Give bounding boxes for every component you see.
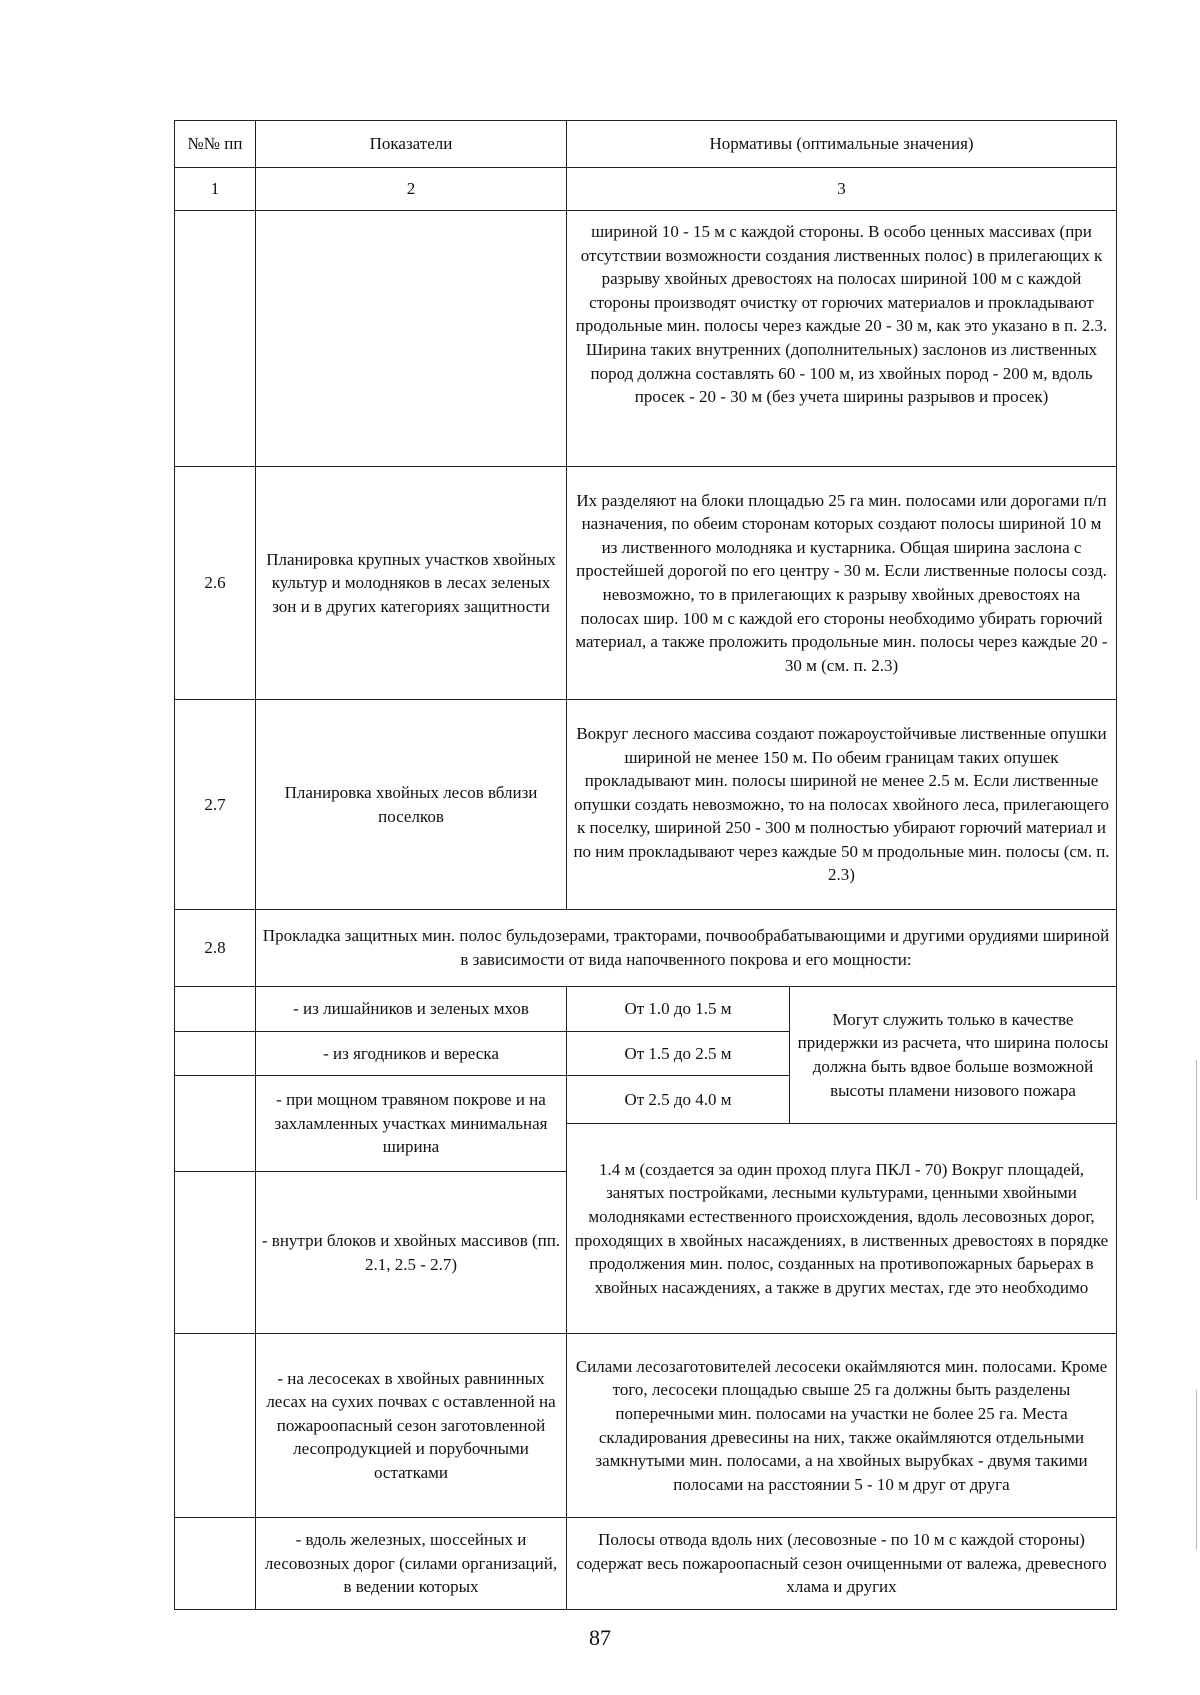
row-indicator: Планировка хвойных лесов вблизи поселков bbox=[256, 700, 567, 910]
column-number-1: 1 bbox=[175, 168, 256, 211]
row-indicator: - при мощном травяном покрове и на захламленных участках минимальная ширина bbox=[256, 1076, 567, 1172]
table-row bbox=[175, 211, 1117, 467]
row-number bbox=[175, 211, 256, 467]
row-norm: Полосы отвода вдоль них (лесовозные - по 10 м с каждой стороны) содержат весь пожароопасный сезон очищенными от валежа, древесного хлама и других bbox=[567, 1518, 1117, 1610]
row-number-empty bbox=[175, 1518, 256, 1610]
row-description: Прокладка защитных мин. полос бульдозерами, тракторами, почвообрабатывающими и другими орудиями шириной в зависимости от вида напочвенного покрова и его мощности: bbox=[256, 910, 1117, 987]
row-number-empty bbox=[175, 1334, 256, 1518]
norms-table bbox=[174, 120, 1117, 1610]
row-indicator: - из ягодников и вереска bbox=[256, 1032, 567, 1076]
row-number: 2.7 bbox=[175, 700, 256, 910]
row-indicator: - на лесосеках в хвойных равнинных лесах на сухих почвах с оставленной на пожароопасный сезон заготовленной лесопродукцией и порубочными остатками bbox=[256, 1334, 567, 1518]
table-row bbox=[175, 700, 1117, 910]
row-width: От 1.5 до 2.5 м bbox=[567, 1032, 790, 1076]
table-row bbox=[175, 987, 1117, 1032]
header-indicators: Показатели bbox=[256, 121, 567, 168]
column-numbering-row bbox=[175, 168, 1117, 211]
row-note: Могут служить только в качестве придержки из расчета, что ширина полосы должна быть вдвое больше возможной высоты пламени низового пожара bbox=[790, 987, 1117, 1124]
header-norms: Нормативы (оптимальные значения) bbox=[567, 121, 1117, 168]
table-row bbox=[175, 1334, 1117, 1518]
column-number-3: 3 bbox=[567, 168, 1117, 211]
column-number-2: 2 bbox=[256, 168, 567, 211]
row-indicator: Планировка крупных участков хвойных культур и молодняков в лесах зеленых зон и в других категориях защитности bbox=[256, 467, 567, 700]
row-number-empty bbox=[175, 1172, 256, 1334]
row-number: 2.6 bbox=[175, 467, 256, 700]
row-norm: Вокруг лесного массива создают пожароустойчивые лиственные опушки шириной не менее 150 м. По обеим границам таких опушек прокладывают мин. полосы шириной не менее 2.5 м. Если лиственные опушки создать невозможно, то на полосах хвойного леса, прилегающего к поселку, шириной 250 - 300 м полностью убирают горючий материал и по ним прокладывают через каждые 50 м продольные мин. полосы (см. п. 2.3) bbox=[567, 700, 1117, 910]
row-width: От 2.5 до 4.0 м bbox=[567, 1076, 790, 1124]
page-number: 87 bbox=[589, 1625, 611, 1650]
table-row bbox=[175, 467, 1117, 700]
row-number-empty bbox=[175, 1032, 256, 1076]
row-width: От 1.0 до 1.5 м bbox=[567, 987, 790, 1032]
row-number-empty bbox=[175, 987, 256, 1032]
row-norm: шириной 10 - 15 м с каждой стороны. В особо ценных массивах (при отсутствии возможности создания лиственных полос) в прилегающих к разрыву хвойных древостоях на полосах шириной 100 м с каждой стороны производят очистку от горючих материалов и прокладывают продольные мин. полосы через каждые 20 - 30 м, как это указано в п. 2.3. Ширина таких внутренних (дополнительных) заслонов из лиственных пород должна составлять 60 - 100 м, из хвойных пород - 200 м, вдоль просек - 20 - 30 м (без учета ширины разрывов и просек) bbox=[567, 211, 1117, 467]
table-row bbox=[175, 1518, 1117, 1610]
row-indicator: - внутри блоков и хвойных массивов (пп. 2.1, 2.5 - 2.7) bbox=[256, 1172, 567, 1334]
row-number-empty bbox=[175, 1076, 256, 1172]
row-indicator: - вдоль железных, шоссейных и лесовозных дорог (силами организаций, в ведении которых bbox=[256, 1518, 567, 1610]
table-row bbox=[175, 910, 1117, 987]
row-norm: Силами лесозаготовителей лесосеки окаймляются мин. полосами. Кроме того, лесосеки площадью свыше 25 га должны быть разделены поперечными мин. полосами на участки не более 25 га. Места складирования древесины на них, также окаймляются отдельными замкнутыми мин. полосами, а на хвойных вырубках - двумя такими полосами на расстоянии 5 - 10 м друг от друга bbox=[567, 1334, 1117, 1518]
row-norm: Их разделяют на блоки площадью 25 га мин. полосами или дорогами п/п назначения, по обеим сторонам которых создают полосы шириной 10 м из лиственного молодняка и кустарника. Общая ширина заслона с простейшей дорогой по его центру - 30 м. Если лиственные полосы созд. невозможно, то в прилегающих к разрыву хвойных древостоях на полосах шир. 100 м с каждой его стороны необходимо убирать горючий материал, а также проложить продольные мин. полосы через каждые 20 - 30 м (см. п. 2.3) bbox=[567, 467, 1117, 700]
scan-edge-mark bbox=[1196, 1390, 1197, 1550]
row-indicator bbox=[256, 211, 567, 467]
scan-edge-mark bbox=[1196, 1060, 1197, 1200]
table-header-row bbox=[175, 121, 1117, 168]
row-norm: 1.4 м (создается за один проход плуга ПКЛ - 70) Вокруг площадей, занятых постройками, лесными культурами, ценными хвойными молодняками естественного происхождения, вдоль лесовозных дорог, проходящих в хвойных насаждениях, в лиственных древостоях в порядке продолжения мин. полос, созданных на противопожарных барьерах в хвойных насаждениях, а также в других местах, где это необходимо bbox=[567, 1124, 1117, 1334]
row-number: 2.8 bbox=[175, 910, 256, 987]
row-indicator: - из лишайников и зеленых мхов bbox=[256, 987, 567, 1032]
header-number: №№ пп bbox=[175, 121, 256, 168]
